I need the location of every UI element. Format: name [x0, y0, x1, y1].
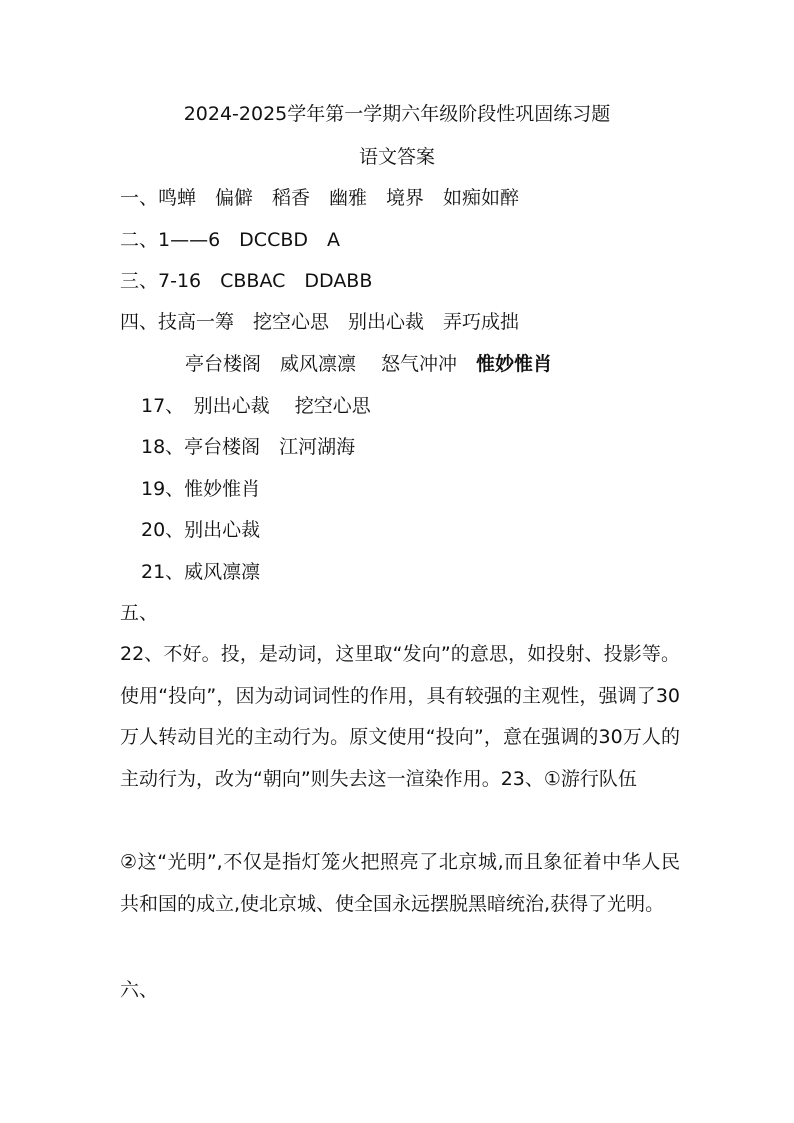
section-2-answers: 二、1——6 DCCBD A [120, 229, 341, 251]
answer-17: 17、 别出心裁 挖空心思 [141, 395, 371, 417]
page-subtitle: 语文答案 [358, 146, 435, 168]
section-4-line-1: 四、技高一筹 挖空心思 别出心裁 弄巧成拙 [120, 311, 520, 333]
answer-20: 20、别出心裁 [141, 519, 261, 541]
section-3-answers: 三、7-16 CBBAC DDABB [120, 270, 373, 292]
answer-18: 18、亭台楼阁 江河湖海 [141, 436, 356, 458]
section-4-line-2 [185, 352, 552, 376]
answer-22-23-paragraph: 22、不好。投，是动词，这里取“发向”的意思，如投射、投影等。使用“投向”，因为动词词性的作用，具有较强的主观性，强调了30万人转动目光的主动行为。原文使用“投向”，意在强调的30万人的主动行为，改为“朝向”则失去这一渲染作用。23、①游行队伍 [120, 643, 680, 790]
section-4-line-2-text: 亭台楼阁 威风凛凛 怒气冲冲 [185, 353, 477, 375]
section-1-answers: 一、鸣蝉 偏僻 稻香 幽雅 境界 如痴如醉 [120, 187, 520, 209]
section-5-heading: 五、 [120, 602, 159, 624]
answer-23-part-2-paragraph: ②这“光明”,不仅是指灯笼火把照亮了北京城,而且象征着中华人民共和国的成立,使北京城、使全国永远摆脱黑暗统治,获得了光明。 [120, 851, 680, 915]
answer-19: 19、惟妙惟肖 [141, 478, 261, 500]
section-4-bold-answer: 惟妙惟肖 [476, 353, 553, 375]
section-6-heading: 六、 [120, 979, 159, 1001]
answer-21: 21、威风凛凛 [141, 561, 261, 583]
page-title: 2024-2025学年第一学期六年级阶段性巩固练习题 [183, 103, 611, 125]
